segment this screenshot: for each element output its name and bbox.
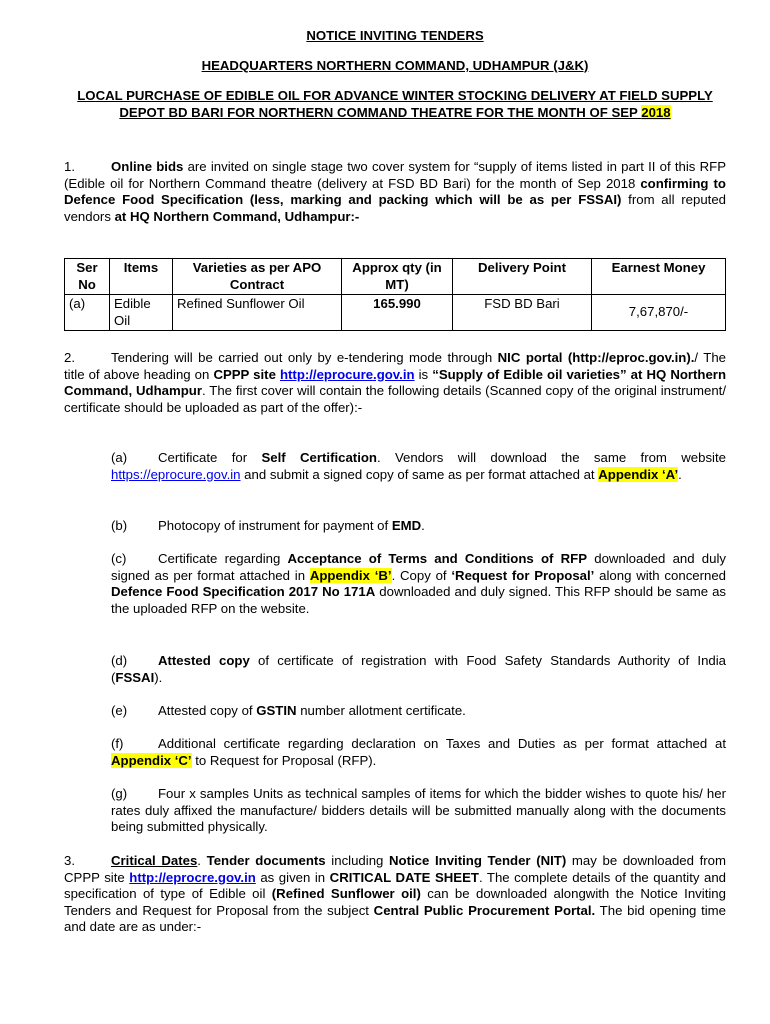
paragraph-2: 2. Tendering will be carried out only by e-tendering mode through NIC portal (http://eproc.gov.in)./ The title of above heading on CPPP site http://eprocure.gov.in is “Supply of Edible oil varieties” at HQ Northern Command, Udhampur. The first cover will contain the following details (Scanned copy of the original instrument/ certificate should be uploaded as part of the offer):- xyxy=(64,350,727,415)
cell-earnest-money: 7,67,870/- xyxy=(592,295,726,331)
header-varieties: Varieties as per APO Contract xyxy=(173,259,342,295)
cell-ser-no: (a) xyxy=(65,295,110,331)
items-table xyxy=(64,258,726,331)
item-c: (c) Certificate regarding Acceptance of Terms and Conditions of RFP downloaded and duly signed as per format attached in Appendix ‘B’. Copy of ‘Request for Proposal’ along with concerned Defence Food Specification 2017 No 171A downloaded and duly signed. This RFP should be same as the uploaded RFP on the website. xyxy=(111,551,727,616)
item-b: (b) Photocopy of instrument for payment of EMD. xyxy=(111,518,425,533)
item-g: (g) Four x samples Units as technical samples of items for which the bidder wishes to quote his/ her rates duly affixed the manufacture/ bidders details will be submitted manually along with the documents being submitted physically. xyxy=(111,786,726,835)
item-f: (f) Additional certificate regarding declaration on Taxes and Duties as per format attached at Appendix ‘C’ to Request for Proposal (RFP). xyxy=(111,736,726,768)
header-items: Items xyxy=(110,259,173,295)
table-row xyxy=(65,295,726,331)
appendix-a: Appendix ‘A’ xyxy=(598,466,679,482)
subject-year: 2018 xyxy=(641,104,671,120)
eprocure-link[interactable]: http://eprocure.gov.in xyxy=(279,366,415,382)
headquarters-heading: HEADQUARTERS NORTHERN COMMAND, UDHAMPUR (J&K) xyxy=(201,58,589,73)
cell-items: Edible Oil xyxy=(110,295,173,331)
header-delivery: Delivery Point xyxy=(453,259,592,295)
header-ser-no: Ser No xyxy=(65,259,110,295)
cell-delivery: FSD BD Bari xyxy=(453,295,592,331)
item-e: (e) Attested copy of GSTIN number allotment certificate. xyxy=(111,703,466,718)
paragraph-3: 3. Critical Dates. Tender documents including Notice Inviting Tender (NIT) may be downloaded from CPPP site http://eprocre.gov.in as given in CRITICAL DATE SHEET. The complete details of the quantity and specification of type of Edible oil (Refined Sunflower oil) can be downloaded alongwith the Notice Inviting Tenders and Request for Proposal from the subject Central Public Procurement Portal. The bid opening time and date are as under:- xyxy=(64,853,727,935)
header-earnest-money: Earnest Money xyxy=(592,259,726,295)
header-qty: Approx qty (in MT) xyxy=(342,259,453,295)
cell-qty: 165.990 xyxy=(342,295,453,331)
paragraph-1: 1. Online bids are invited on single stage two cover system for “supply of items listed in part II of this RFP (Edible oil for Northern Command theatre (delivery at FSD BD Bari) for the month of Sep 2018 confirming to Defence Food Specification (less, marking and packing which will be as per FSSAI) from all reputed vendors at HQ Northern Command, Udhampur:- xyxy=(64,159,726,224)
cell-varieties: Refined Sunflower Oil xyxy=(173,295,342,331)
item-d: (d) Attested copy of certificate of registration with Food Safety Standards Authority of India (FSSAI). xyxy=(111,653,727,685)
item-a: (a) Certificate for Self Certification. Vendors will download the same from website https://eprocure.gov.in and submit a signed copy of same as per format attached at Appendix ‘A’. xyxy=(111,450,726,482)
critical-dates-heading: Critical Dates xyxy=(111,853,198,868)
table-header-row xyxy=(65,259,726,295)
appendix-c: Appendix ‘C’ xyxy=(111,752,192,768)
appendix-b: Appendix ‘B’ xyxy=(309,567,392,583)
document-title: NOTICE INVITING TENDERS xyxy=(306,28,484,43)
subject-heading: LOCAL PURCHASE OF EDIBLE OIL FOR ADVANCE WINTER STOCKING DELIVERY AT FIELD SUPPLY DEPOT BD BARI FOR NORTHERN COMMAND THEATRE FOR THE MONTH OF SEP 2018 xyxy=(77,88,713,120)
eprocure-https-link[interactable]: https://eprocure.gov.in xyxy=(111,466,241,482)
eprocre-link[interactable]: http://eprocre.gov.in xyxy=(129,869,256,885)
